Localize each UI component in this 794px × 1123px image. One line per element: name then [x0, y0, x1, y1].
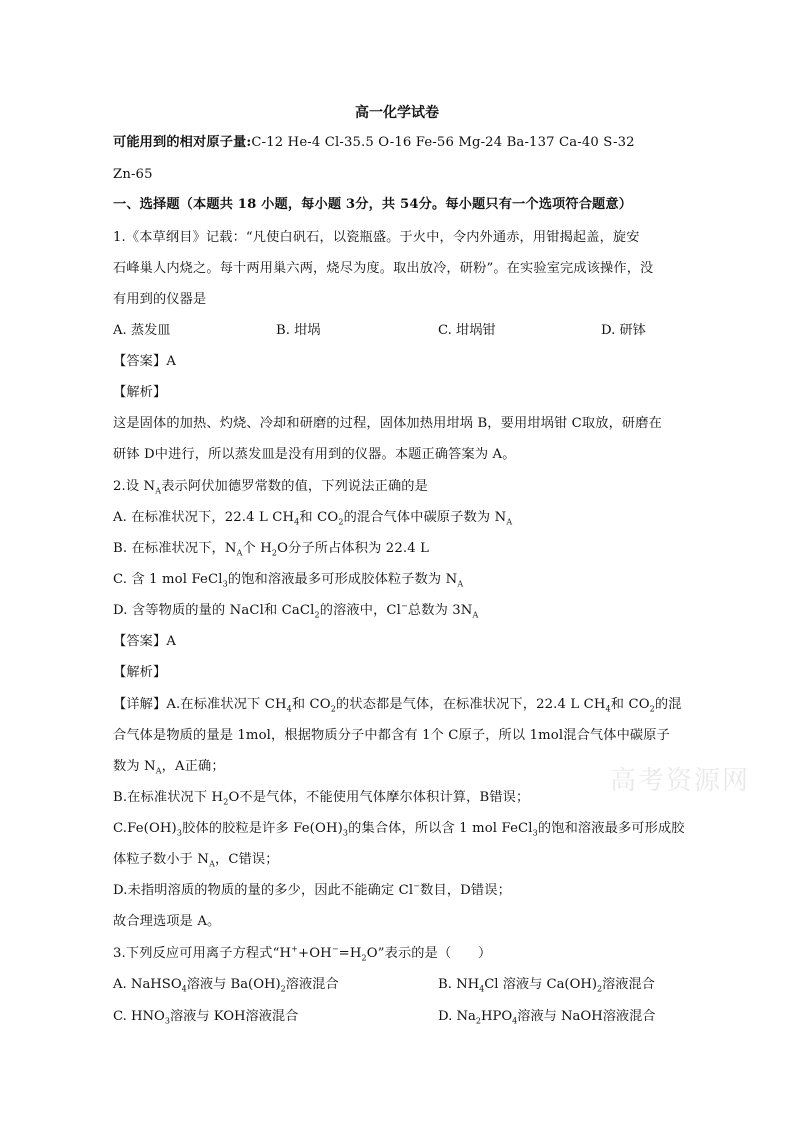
- q2-option-a: A. 在标准状况下，22.4 L $CH_4$和 $CO_2$的混合气体中碳原子数为 $N_A$: [113, 510, 513, 527]
- q3-option-d: D. $Na_2HPO_4$溶液与 NaOH溶液混合: [438, 1009, 656, 1026]
- q3-option-b: B. $NH_4Cl$ 溶液与 $Ca(OH)_2$溶液混合: [438, 977, 655, 994]
- q2-detail-line-1: 【详解】A.在标准状况下 $CH_4$和 $CO_2$的状态都是气体，在标准状况下，22.4 L $CH_4$和 $CO_2$的混: [113, 697, 682, 714]
- q2-analysis-label: 【解析】: [113, 665, 167, 680]
- section-heading: 一、选择题（本题共 18 小题，每小题 3分，共 54分。每小题只有一个选项符合题意）: [113, 197, 633, 212]
- atomic-mass-values-cont: Zn-65: [113, 167, 153, 182]
- atomic-mass-values: C-12 He-4 Cl-35.5 O-16 Fe-56 Mg-24 Ba-137 Ca-40 S-32: [251, 135, 635, 150]
- q2-detail-line-3: 数为 $N_A$，A正确；: [113, 759, 225, 776]
- q1-analysis-line-1: 这是固体的加热、灼烧、冷却和研磨的过程，固体加热用坩埚 B，要用坩埚钳 C取放，研磨在: [113, 416, 662, 431]
- q3-option-c: C. $HNO_3$溶液与 KOH溶液混合: [113, 1009, 299, 1026]
- q3-option-a: A. NaHSO$_4$溶液与 $Ba(OH)_2$溶液混合: [113, 977, 339, 994]
- q2-stem: 2.设 $N_A$表示阿伏加德罗常数的值，下列说法正确的是: [113, 479, 428, 496]
- q3-stem: 3.下列反应可用离子方程式“$H^++OH^-=H_2O$”表示的是（ ）: [113, 944, 492, 963]
- q2-option-b: B. 在标准状况下，$N_A$个 $H_2O$分子所占体积为 22.4 L: [113, 541, 429, 558]
- q1-option-d: D. 研钵: [601, 323, 646, 338]
- q1-option-c: C. 坩埚钳: [438, 323, 496, 338]
- q1-analysis-line-2: 研钵 D中进行，所以蒸发皿是没有用到的仪器。本题正确答案为 A。: [113, 447, 516, 462]
- atomic-mass-line: [113, 133, 683, 153]
- page-title: 高一化学试卷: [355, 105, 439, 121]
- q2-answer: 【答案】A: [113, 634, 177, 649]
- q2-detail-line-5: $C.Fe(OH)_3$胶体的胶粒是许多 $Fe(OH)_3$的集合体，所以含 1 mol FeCl$_3$的饱和溶液最多可形成胶: [113, 821, 685, 838]
- q1-stem-line-2: 石峰巢人内烧之。每十两用巢六两，烧尽为度。取出放冷，研粉”。在实验室完成该操作，没: [113, 261, 654, 276]
- q2-detail-line-6: 体粒子数小于 $N_A$，C错误；: [113, 852, 279, 869]
- q1-stem-line-1: 1.《本草纲目》记载：“凡使白矾石，以瓷瓶盛。于火中，令内外通赤，用钳揭起盖，旋安: [113, 230, 640, 245]
- q1-option-b: B. 坩埚: [276, 323, 321, 338]
- q2-detail-line-4: B.在标准状况下 $H_2O$不是气体，不能使用气体摩尔体积计算，B错误；: [113, 790, 530, 807]
- q2-option-c: C. 含 1 mol FeCl$_3$的饱和溶液最多可形成胶体粒子数为 $N_A$: [113, 572, 464, 589]
- atomic-mass-label: 可能用到的相对原子量:: [113, 135, 252, 150]
- q2-conclusion: 故合理选项是 A。: [113, 914, 221, 929]
- q2-detail-line-7: D.未指明溶质的物质的量的多少，因此不能确定 Cl−数目，D错误；: [113, 881, 511, 898]
- q2-detail-line-2: 合气体是物质的量是 1mol，根据物质分子中都含有 1个 C原子，所以 1mol混合气体中碳原子: [113, 728, 670, 743]
- watermark: 高考资源网: [610, 766, 751, 796]
- q1-answer: 【答案】A: [113, 354, 177, 369]
- q1-option-a: A. 蒸发皿: [113, 323, 171, 338]
- q1-analysis-label: 【解析】: [113, 385, 167, 400]
- q2-option-d: D. 含等物质的量的 NaCl和 CaCl$_2$的溶液中，Cl−总数为 $3N_A$: [113, 601, 479, 620]
- q1-stem-line-3: 有用到的仪器是: [113, 292, 207, 307]
